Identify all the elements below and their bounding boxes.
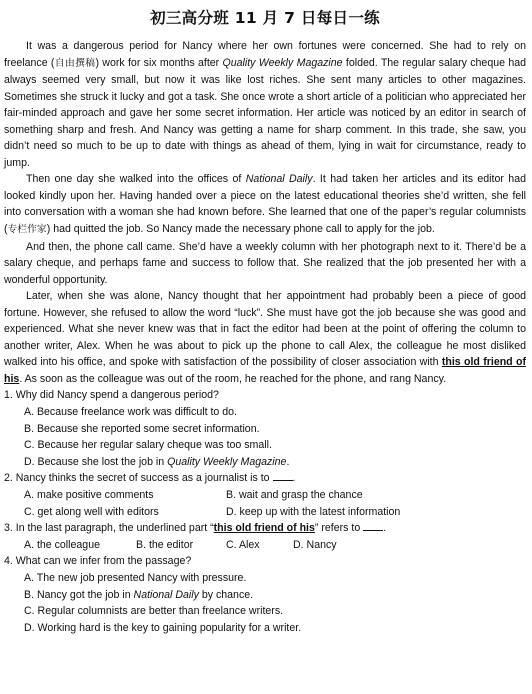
question-2-option-c: C. get along well with editors (24, 505, 159, 518)
paragraph-4 (4, 288, 526, 387)
paragraph-4-text-a: Later, when she was alone, Nancy thought that her appointment had probably been a piece of good fortune. However, she refused to allow the word “luck”. She must have got the job because she was good and experienced. What she never knew was that in fact the editor had been at the point of offering the column to another writer, Alex. When he was about to pick up the phone to call Alex, the colleague he most disliked walked into his office, and spoke with satisfaction of the possibility of closer association with (4, 290, 526, 369)
newspaper-title: National Daily (245, 173, 313, 186)
question-3 (4, 520, 526, 553)
question-1-option-b: B. Because she reported some secret information. (24, 422, 260, 435)
newspaper-title: National Daily (133, 588, 199, 601)
chinese-gloss-freelance: 自由撰稿 (54, 57, 96, 69)
question-1-stem: 1. Why did Nancy spend a dangerous period? (4, 389, 219, 402)
underlined-phrase: this old friend of his (213, 522, 315, 535)
question-3-stem (4, 520, 526, 537)
question-2-stem (4, 470, 526, 487)
question-3-option-d: D. Nancy (293, 538, 337, 551)
question-2-option-a: A. make positive comments (24, 489, 154, 502)
question-4 (4, 553, 526, 636)
question-1-option-c: C. Because her regular salary cheque was too small. (24, 439, 272, 452)
question-1-option-a: A. Because freelance work was difficult to do. (24, 406, 237, 419)
paragraph-4-text-b: . As soon as the colleague was out of the room, he reached for the phone, and rang Nancy. (19, 372, 447, 385)
question-2-option-b: B. wait and grasp the chance (226, 489, 363, 502)
underlined-phrase: this old friend of his (4, 356, 526, 385)
question-2 (4, 470, 526, 520)
paragraph-2-text-a: Then one day she walked into the offices of (26, 173, 246, 186)
question-4-stem: 4. What can we infer from the passage? (4, 555, 192, 568)
magazine-title: Quality Weekly Magazine (222, 56, 343, 69)
page-title: 初三高分班 11 月 7 日每日一练 (150, 9, 380, 27)
question-3-stem-text: 3. In the last paragraph, the underlined part “ (4, 522, 214, 535)
question-4-option-d: D. Working hard is the key to gaining popularity for a writer. (24, 621, 302, 634)
question-3-stem-mid: ” refers to (314, 522, 364, 535)
question-4-option-a: A. The new job presented Nancy with pressure. (24, 572, 247, 585)
question-1-option-d (24, 454, 526, 471)
question-4-option-c: C. Regular columnists are better than freelance writers. (24, 605, 284, 618)
option-d-end: . (286, 455, 290, 468)
question-2-stem-end: . (292, 472, 296, 485)
magazine-title: Quality Weekly Magazine (167, 455, 287, 468)
question-3-option-c: C. Alex (226, 538, 260, 551)
answer-blank (273, 470, 293, 481)
paragraph-1 (4, 38, 526, 171)
answer-blank (363, 520, 383, 531)
paragraph-1-text-a: It was a dangerous period for Nancy where her own fortunes were concerned. She had to rely on freelance ( (4, 40, 526, 69)
question-3-stem-end: . (383, 522, 387, 535)
paragraph-1-text-c: folded. The regular salary cheque had always seemed very small, but now it was like lost riches. She sent many articles to other magazines. Sometimes she struck it lucky and got a task. She once wrote a short article of a politician who appreciated her fair-minded approach and gave her some secret information. Her article was noticed by an editor in search of something sharp and fresh. And Nancy was getting a name for sharp comment. In this trade, she saw, you didn’t need so much to be up to date with things as ahead of them, lying in wait for circumstance, ready to jump. (4, 56, 526, 169)
chinese-gloss-columnist: 专栏作家 (7, 224, 47, 236)
question-1 (4, 387, 526, 470)
question-2-options-row-2 (24, 504, 526, 521)
option-d-text: D. Because she lost the job in (24, 455, 168, 468)
question-2-option-d: D. keep up with the latest information (226, 505, 401, 518)
option-b-end: by chance. (198, 588, 254, 601)
question-3-option-b: B. the editor (136, 538, 194, 551)
question-2-stem-text: 2. Nancy thinks the secret of success as a journalist is to (4, 472, 273, 485)
paragraph-1-text-b: ) work for six months after (95, 56, 223, 69)
paragraph-2-text-c: ) had quitted the job. So Nancy made the necessary phone call to apply for the job. (46, 223, 435, 236)
option-b-text: B. Nancy got the job in (24, 588, 134, 601)
paragraph-2 (4, 171, 526, 238)
paragraph-2-text-b: . It had taken her articles and its editor had looked kindly upon her. Having handed over a piece on the latest educational theories she’d written, she fell into conversation with a woman she had known before. She learned that one of the paper’s regular columnists ( (4, 173, 526, 236)
paragraph-3: And then, the phone call came. She’d have a weekly column with her photograph next to it. There’d be a salary cheque, and perhaps fame and success to follow that. She realized that the job presented her with a wonderful opportunity. (4, 240, 526, 286)
question-2-options-row-1 (24, 487, 526, 504)
question-3-options (24, 537, 526, 554)
question-3-option-a: A. the colleague (24, 538, 100, 551)
question-4-option-b (24, 587, 526, 604)
